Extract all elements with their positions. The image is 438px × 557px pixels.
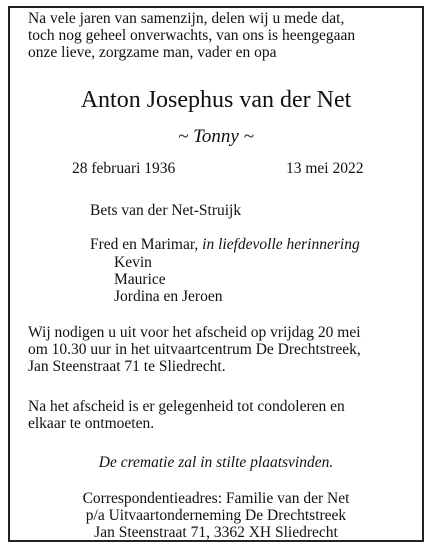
deceased-nickname: ~ Tonny ~ xyxy=(178,126,254,147)
intro-line: onze lieve, zorgzame man, vader en opa xyxy=(28,44,277,61)
invitation-line: Jan Steenstraat 71 te Sliedrecht. xyxy=(28,358,226,375)
correspondence-address xyxy=(10,490,422,541)
grandchild-name: Kevin xyxy=(114,254,152,271)
death-notice-card xyxy=(8,6,424,542)
birth-date: 28 februari 1936 xyxy=(72,160,176,177)
intro-text xyxy=(28,10,420,61)
intro-line: toch nog geheel onverwachts, van ons is heengegaan xyxy=(28,27,356,44)
condolence-line: elkaar te ontmoeten. xyxy=(28,415,155,432)
children-names: Fred en Marimar, xyxy=(90,236,203,253)
intro-line: Na vele jaren van samenzijn, delen wij u mede dat, xyxy=(28,10,345,27)
grandchildren-list xyxy=(114,254,222,305)
grandchild-name: Maurice xyxy=(114,271,166,288)
correspondence-line: p/a Uitvaartonderneming De Drechtstreek xyxy=(85,507,347,524)
condolence-text xyxy=(28,398,420,432)
children-line xyxy=(90,236,360,254)
correspondence-line: Correspondentieadres: Familie van der Net xyxy=(82,490,350,507)
invitation-line: Wij nodigen u uit voor het afscheid op vrijdag 20 mei xyxy=(28,324,361,341)
correspondence-line: Jan Steenstraat 71, 3362 XH Sliedrecht xyxy=(94,524,338,541)
invitation-line: om 10.30 uur in het uitvaartcentrum De Drechtstreek, xyxy=(28,341,361,358)
grandchild-name: Jordina en Jeroen xyxy=(114,288,223,305)
death-date: 13 mei 2022 xyxy=(286,160,364,177)
spouse-name: Bets van der Net-Struijk xyxy=(90,202,242,219)
cremation-note: De crematie zal in stilte plaatsvinden. xyxy=(98,454,334,471)
children-memory: in liefdevolle herinnering xyxy=(202,236,360,253)
condolence-line: Na het afscheid is er gelegenheid tot condoleren en xyxy=(28,398,345,415)
deceased-name: Anton Josephus van der Net xyxy=(80,87,352,113)
invitation-text xyxy=(28,324,420,375)
